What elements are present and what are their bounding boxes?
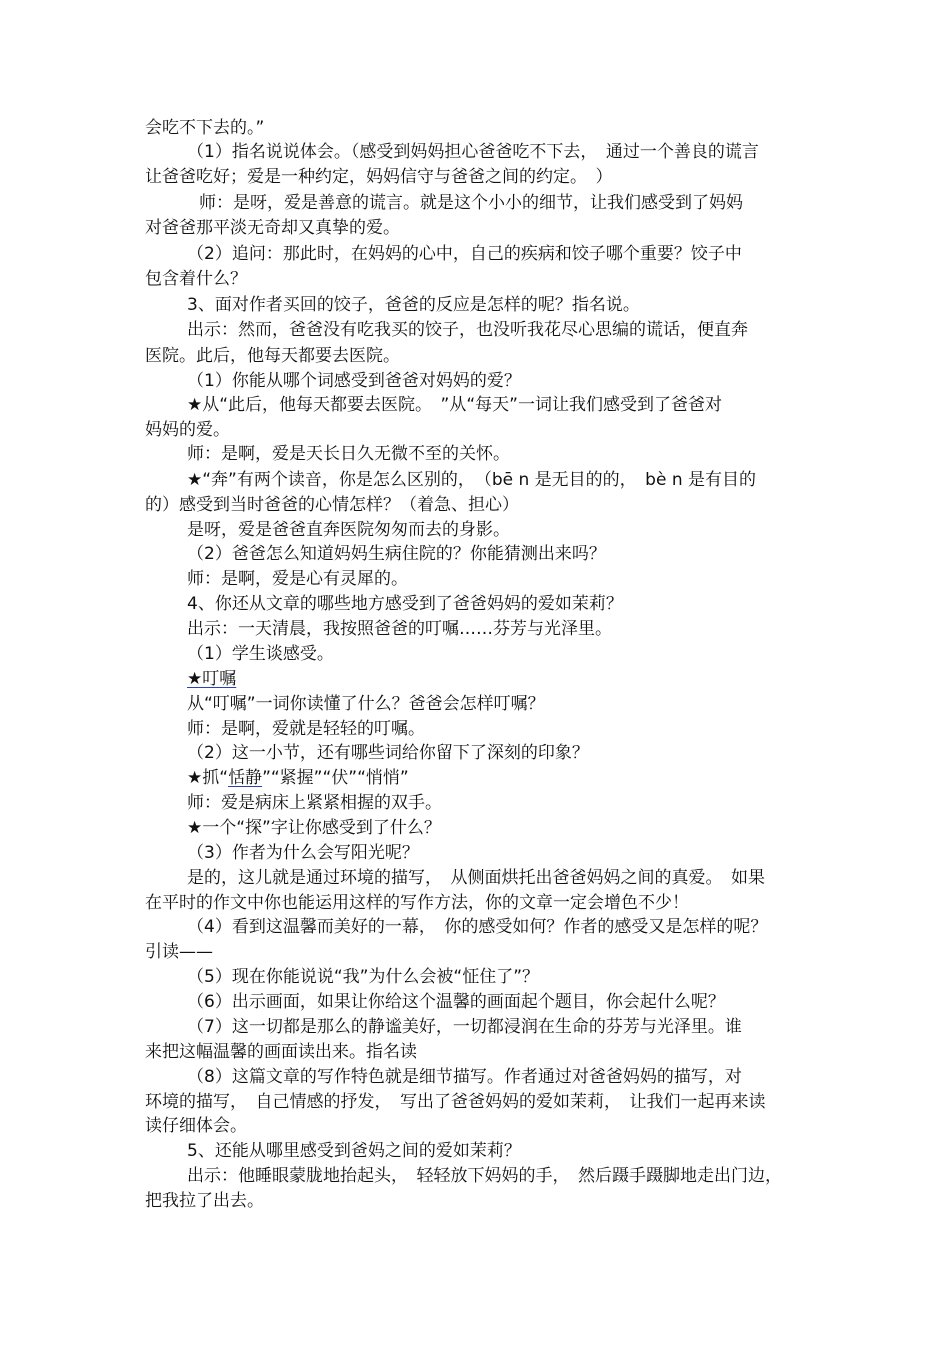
text-line: （2）追问：那此时，在妈妈的心中，自己的疾病和饺子哪个重要？饺子中 (187, 244, 742, 264)
keyword-line (187, 766, 409, 790)
text-line: 5、还能从哪里感受到爸妈之间的爱如茉莉？ (187, 1141, 521, 1161)
text-line: 是的，这儿就是通过环境的描写， 从侧面烘托出爸爸妈妈之间的真爱。 如果 (187, 868, 765, 888)
text-line: 4、你还从文章的哪些地方感受到了爸爸妈妈的爱如茉莉？ (187, 594, 623, 614)
text-line: （8）这篇文章的写作特色就是细节描写。作者通过对爸爸妈妈的描写，对 (187, 1067, 742, 1087)
text-line: 师：是啊，爱是天长日久无微不至的关怀。 (187, 444, 510, 464)
underlined-keyword: 恬静 (228, 768, 263, 788)
text-line: ★从“此后，他每天都要去医院。 ”从“每天”一词让我们感受到了爸爸对 (187, 395, 722, 415)
text-line: 环境的描写， 自己情感的抒发， 写出了爸爸妈妈的爱如茉莉， 让我们一起再来读 (145, 1092, 766, 1112)
text-line: （2）这一小节，还有哪些词给你留下了深刻的印象？ (187, 743, 589, 763)
text-line: 医院。此后，他每天都要去医院。 (145, 346, 400, 366)
keyword-prefix: ★抓“ (187, 768, 229, 788)
text-line: 3、面对作者买回的饺子，爸爸的反应是怎样的呢？指名说。 (187, 295, 640, 315)
text-line: ★“奔”有两个读音，你是怎么区别的， （bē n 是无目的的， bè n 是有目的 (187, 470, 757, 490)
keyword-suffix: ”“紧握”“伏”“悄悄” (262, 768, 409, 788)
text-line: 引读—— (145, 942, 213, 962)
text-line: 来把这幅温馨的画面读出来。指名读 (145, 1042, 417, 1062)
text-line: 师：是呀，爱是善意的谎言。就是这个小小的细节，让我们感受到了妈妈 (199, 193, 743, 213)
text-line: 对爸爸那平淡无奇却又真挚的爱。 (145, 218, 400, 238)
text-line: 师：爱是病床上紧紧相握的双手。 (187, 793, 442, 813)
text-line: 师：是啊，爱是心有灵犀的。 (187, 569, 408, 589)
text-line: 妈妈的爱。 (145, 420, 230, 440)
text-line: （4）看到这温馨而美好的一幕， 你的感受如何？作者的感受又是怎样的呢？ (187, 917, 768, 937)
text-line: 在平时的作文中你也能运用这样的写作方法，你的文章一定会增色不少！ (145, 893, 689, 913)
text-line: 会吃不下去的。” (145, 118, 265, 138)
text-line: 从“叮嘱”一词你读懂了什么？爸爸会怎样叮嘱？ (187, 694, 545, 714)
text-line: 的）感受到当时爸爸的心情怎样？（着急、担心） (145, 495, 519, 515)
text-line: 出示：他睡眼蒙胧地抬起头， 轻轻放下妈妈的手， 然后蹑手蹑脚地走出门边， (187, 1166, 782, 1186)
text-line: 是呀，爱是爸爸直奔医院匆匆而去的身影。 (187, 520, 510, 540)
text-line: （6）出示画面，如果让你给这个温馨的画面起个题目，你会起什么呢？ (187, 992, 725, 1012)
text-line: 让爸爸吃好；爱是一种约定，妈妈信守与爸爸之间的约定。 ） (145, 167, 613, 187)
text-line: （7）这一切都是那么的静谧美好，一切都浸润在生命的芬芳与光泽里。谁 (187, 1017, 742, 1037)
text-line: 师：是啊，爱就是轻轻的叮嘱。 (187, 719, 425, 739)
text-line: （1）你能从哪个词感受到爸爸对妈妈的爱？ (187, 371, 521, 391)
text-line: ★一个“探”字让你感受到了什么？ (187, 818, 441, 838)
text-line: （5）现在你能说说“我”为什么会被“怔住了”？ (187, 967, 540, 987)
text-line: （2）爸爸怎么知道妈妈生病住院的？你能猜测出来吗？ (187, 544, 606, 564)
text-line: 出示：一天清晨，我按照爸爸的叮嘱……芬芳与光泽里。 (187, 619, 612, 639)
text-line: 包含着什么？ (145, 269, 247, 289)
text-line: （3）作者为什么会写阳光呢？ (187, 843, 419, 863)
text-line: 读仔细体会。 (145, 1116, 247, 1136)
underlined-keyword-line: ★叮嘱 (187, 669, 237, 689)
text-line: （1）学生谈感受。 (187, 644, 334, 664)
text-line: （1）指名说说体会。（感受到妈妈担心爸爸吃不下去， 通过一个善良的谎言 (187, 142, 759, 162)
text-line: 出示：然而，爸爸没有吃我买的饺子，也没听我花尽心思编的谎话，便直奔 (187, 320, 748, 340)
text-line: 把我拉了出去。 (145, 1191, 264, 1211)
